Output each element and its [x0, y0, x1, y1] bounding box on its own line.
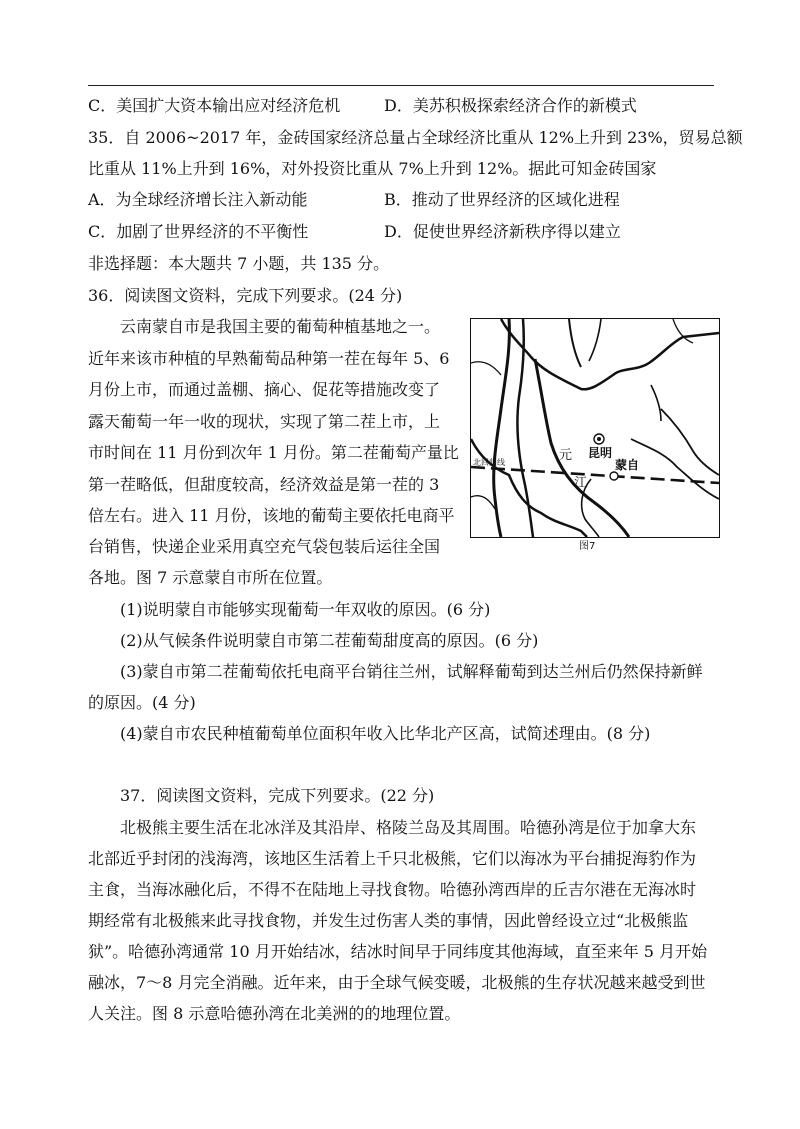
figure-7-map	[470, 318, 720, 538]
q35-stem-line-2: 比重从 11%上升到 16%，对外投资比重从 7%上升到 12%。据此可知金砖国家	[88, 159, 657, 178]
map-label-jiang: 江	[574, 476, 588, 491]
q37-title: 37．阅读图文资料，完成下列要求。(22 分)	[120, 786, 435, 805]
q36-text-line: 市时间在 11 月份到次年 1 月份。第二茬葡萄产量比	[88, 443, 459, 462]
map-label-yuan: 元	[559, 448, 573, 463]
q37-text-line: 北部近乎封闭的浅海湾，该地区生活着上千只北极熊，它们以海冰为平台捕捉海豹作为	[88, 849, 697, 868]
q37-text-line: 北极熊主要生活在北冰洋及其沿岸、格陵兰岛及其周围。哈德孙湾是位于加拿大东	[120, 818, 697, 837]
q36-subquestion-4: (4)蒙自市农民种植葡萄单位面积年收入比华北产区高，试简述理由。(8 分)	[120, 724, 651, 743]
q36-text-line: 各地。图 7 示意蒙自市所在位置。	[88, 568, 333, 587]
q36-text-line: 近年来该市种植的早熟葡萄品种第一茬在每年 5、6	[88, 349, 450, 368]
map-label-tropic: 北回归线	[473, 458, 505, 467]
q37-text-line: 人关注。图 8 示意哈德孙湾在北美洲的的地理位置。	[88, 1004, 461, 1023]
q35-option-c: C．加剧了世界经济的不平衡性	[88, 222, 309, 241]
q37-text-line: 主食，当海冰融化后，不得不在陆地上寻找食物。哈德孙湾西岸的丘吉尔港在无海冰时	[88, 880, 697, 899]
q35-option-d: D．促使世界经济新秩序得以建立	[384, 222, 621, 241]
q36-text-line: 倍左右。进入 11 月份，该地的葡萄主要依托电商平	[88, 506, 455, 525]
q34-option-c: C．美国扩大资本输出应对经济危机	[88, 96, 341, 115]
q36-text-line: 云南蒙自市是我国主要的葡萄种植基地之一。	[120, 317, 441, 336]
q37-text-line: 融冰，7～8 月完全消融。近年来，由于全球气候变暖，北极熊的生存状况越来越受到世	[88, 973, 706, 992]
figure-7-caption: 图7	[579, 541, 596, 552]
map-label-mengzi: 蒙自	[615, 458, 640, 472]
q36-text-line: 露天葡萄一年一收的现状，实现了第二茬上市，上	[88, 412, 441, 431]
q37-text-line: 狱”。哈德孙湾通常 10 月开始结冰，结冰时间早于同纬度其他海域，直至来年 5 月开始	[88, 942, 708, 961]
header-rule	[88, 85, 714, 86]
q34-option-d: D．美苏积极探索经济合作的新模式	[384, 96, 637, 115]
mengzi-marker	[610, 472, 618, 480]
map-drawing	[471, 319, 719, 537]
q35-stem-line-1: 35．自 2006~2017 年，金砖国家经济总量占全球经济比重从 12%上升到 23%，贸易总额	[88, 128, 743, 147]
q36-subquestion-3: (3)蒙自市第二茬葡萄依托电商平台销往兰州，试解释葡萄到达兰州后仍然保持新鲜	[120, 662, 703, 681]
q36-text-line: 第一茬略低，但甜度较高，经济效益是第一茬的 3	[88, 475, 440, 494]
q36-subquestion-1: (1)说明蒙自市能够实现葡萄一年双收的原因。(6 分)	[120, 600, 491, 619]
map-label-kunming: 昆明	[588, 446, 613, 460]
q35-option-a: A．为全球经济增长注入新动能	[88, 190, 308, 209]
q37-text-line: 期经常有北极熊来此寻找食物，并发生过伤害人类的事情，因此曾经设立过“北极熊监	[88, 911, 689, 930]
q36-text-line: 台销售，快递企业采用真空充气袋包装后运往全国	[88, 537, 441, 556]
section-header: 非选择题：本大题共 7 小题，共 135 分。	[88, 254, 390, 273]
q36-text-line: 月份上市，而通过盖棚、摘心、促花等措施改变了	[88, 380, 441, 399]
q36-subquestion-3-cont: 的原因。(4 分)	[88, 693, 196, 712]
q36-title: 36．阅读图文资料，完成下列要求。(24 分)	[88, 286, 403, 305]
q35-option-b: B．推动了世界经济的区域化进程	[384, 190, 620, 209]
q36-subquestion-2: (2)从气候条件说明蒙自市第二茬葡萄甜度高的原因。(6 分)	[120, 631, 539, 650]
